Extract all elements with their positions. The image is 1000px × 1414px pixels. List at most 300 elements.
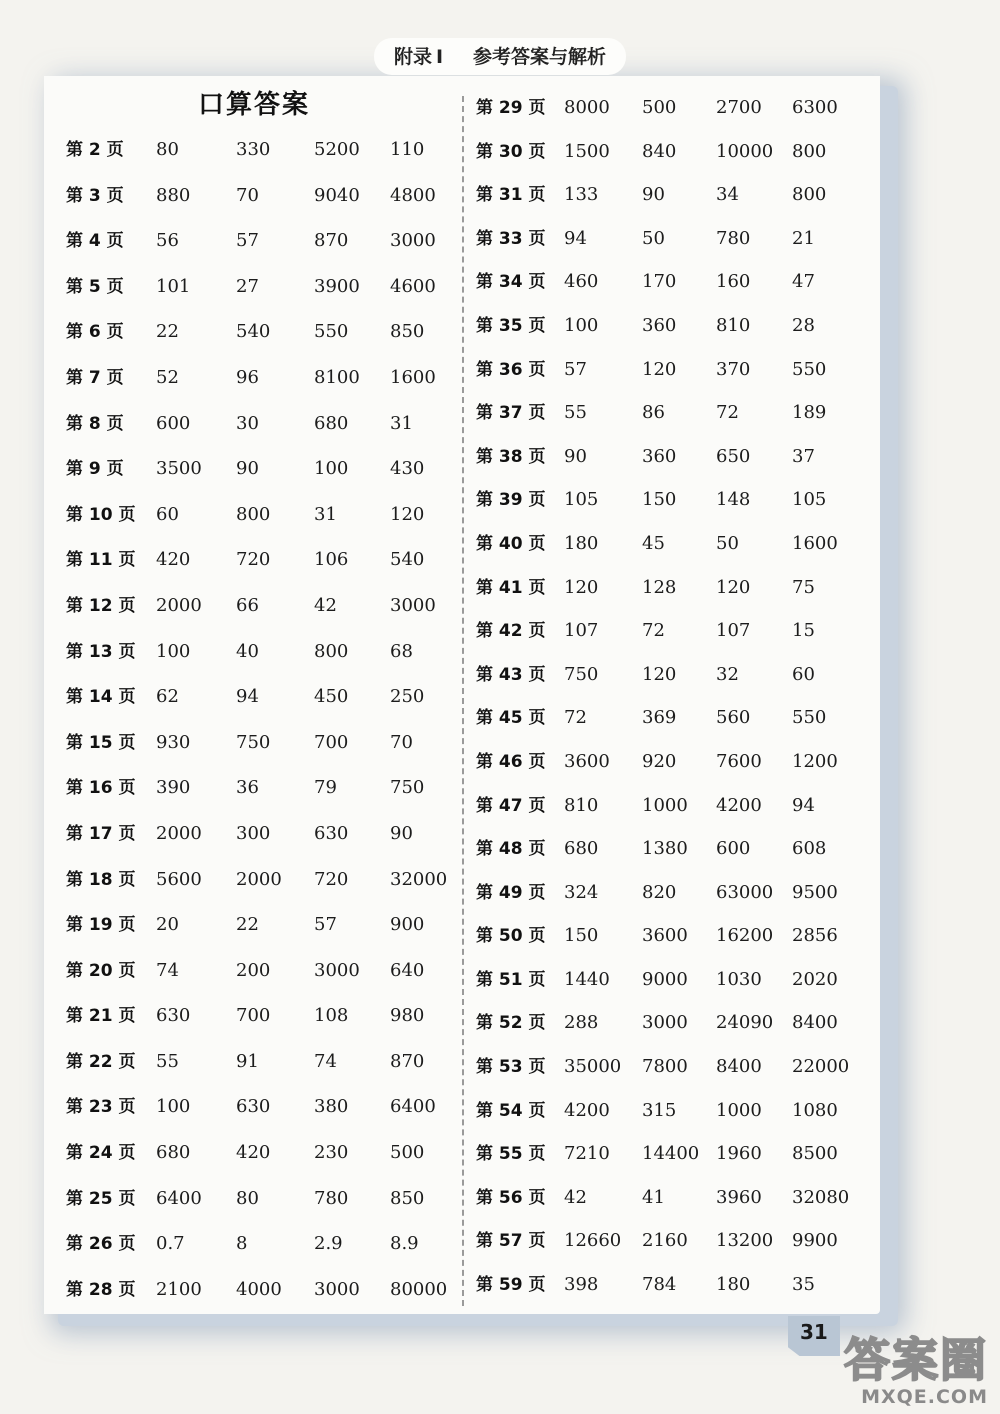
answer-value: 2020 bbox=[792, 968, 838, 990]
page-label: 第 8 页 bbox=[66, 413, 124, 434]
answer-value: 8400 bbox=[792, 1012, 838, 1034]
answer-value: 8500 bbox=[792, 1143, 838, 1165]
answer-value: 30 bbox=[236, 412, 259, 434]
answer-value: 57 bbox=[314, 914, 337, 936]
answer-value: 15 bbox=[792, 620, 815, 642]
answer-row bbox=[66, 1040, 466, 1086]
answer-value: 2700 bbox=[716, 97, 762, 118]
answer-value: 100 bbox=[314, 458, 349, 480]
section-title: 口算答案 bbox=[198, 90, 311, 120]
answer-value: 800 bbox=[236, 503, 271, 525]
answer-value: 1440 bbox=[564, 968, 610, 990]
page-label: 第 28 页 bbox=[66, 1279, 136, 1300]
answer-value: 74 bbox=[156, 959, 179, 981]
answer-value: 1030 bbox=[716, 968, 762, 990]
answer-value: 14400 bbox=[642, 1143, 700, 1165]
answer-row bbox=[476, 827, 876, 871]
answer-value: 55 bbox=[156, 1050, 179, 1072]
answer-value: 10000 bbox=[716, 140, 774, 162]
answer-value: 900 bbox=[390, 914, 425, 936]
answer-row bbox=[476, 609, 876, 653]
answer-value: 3900 bbox=[314, 275, 360, 297]
answer-value: 250 bbox=[390, 686, 425, 708]
answer-value: 920 bbox=[642, 750, 677, 772]
answer-value: 80 bbox=[236, 1187, 259, 1209]
answer-value: 2160 bbox=[642, 1230, 688, 1252]
page-label: 第 23 页 bbox=[66, 1097, 136, 1118]
answer-row bbox=[66, 903, 466, 949]
answer-value: 380 bbox=[314, 1096, 349, 1118]
page-label: 第 10 页 bbox=[66, 504, 136, 525]
answer-value: 27 bbox=[236, 275, 259, 297]
answer-row bbox=[476, 391, 876, 435]
answer-value: 3960 bbox=[716, 1186, 762, 1208]
answer-row bbox=[476, 958, 876, 1002]
answer-row bbox=[66, 994, 466, 1040]
page-label: 第 18 页 bbox=[66, 869, 136, 890]
header-roman: Ⅰ bbox=[435, 46, 444, 68]
answer-row bbox=[476, 871, 876, 915]
answer-row bbox=[66, 675, 466, 721]
answer-value: 55 bbox=[564, 402, 587, 424]
answer-value: 35 bbox=[792, 1274, 815, 1296]
answer-row bbox=[66, 584, 466, 630]
page-label: 第 56 页 bbox=[476, 1187, 546, 1208]
answer-value: 369 bbox=[642, 707, 677, 729]
answer-row bbox=[476, 1176, 876, 1220]
answer-row bbox=[476, 435, 876, 479]
answer-value: 94 bbox=[236, 686, 259, 708]
answer-row bbox=[476, 217, 876, 261]
answer-value: 120 bbox=[642, 663, 677, 685]
answer-value: 1600 bbox=[390, 366, 436, 388]
page-label: 第 53 页 bbox=[476, 1057, 546, 1078]
answer-value: 86 bbox=[642, 402, 665, 424]
answer-value: 600 bbox=[156, 412, 191, 434]
answer-value: 150 bbox=[642, 489, 677, 511]
answer-value: 4200 bbox=[564, 1099, 610, 1121]
answer-value: 630 bbox=[236, 1096, 271, 1118]
answer-value: 75 bbox=[792, 576, 815, 598]
answer-value: 80000 bbox=[390, 1278, 448, 1300]
page-label: 第 11 页 bbox=[66, 550, 136, 571]
answer-value: 37 bbox=[792, 445, 815, 467]
answer-value: 1500 bbox=[564, 140, 610, 162]
answer-value: 108 bbox=[314, 1005, 349, 1027]
answer-value: 0.7 bbox=[156, 1233, 185, 1255]
answer-value: 540 bbox=[236, 321, 271, 343]
answer-value: 96 bbox=[236, 366, 259, 388]
answer-value: 22 bbox=[236, 914, 259, 936]
answer-value: 3000 bbox=[642, 1012, 688, 1034]
answer-value: 750 bbox=[390, 777, 425, 799]
answer-row bbox=[66, 1222, 466, 1268]
answer-value: 72 bbox=[642, 620, 665, 642]
answer-value: 4000 bbox=[236, 1278, 282, 1300]
answer-value: 100 bbox=[156, 1096, 191, 1118]
answer-row bbox=[476, 260, 876, 304]
page-label: 第 54 页 bbox=[476, 1100, 546, 1121]
header-pill bbox=[374, 38, 626, 75]
answer-value: 800 bbox=[792, 140, 827, 162]
answer-value: 560 bbox=[716, 707, 751, 729]
answer-row bbox=[476, 1089, 876, 1133]
answer-value: 148 bbox=[716, 489, 751, 511]
answer-value: 105 bbox=[792, 489, 827, 511]
answer-row bbox=[66, 766, 466, 812]
answer-value: 94 bbox=[792, 794, 815, 816]
page-label: 第 52 页 bbox=[476, 1013, 546, 1034]
answer-value: 4200 bbox=[716, 794, 762, 816]
answer-value: 7210 bbox=[564, 1143, 610, 1165]
answer-value: 3600 bbox=[564, 750, 610, 772]
answer-value: 7800 bbox=[642, 1056, 688, 1078]
header-title: 参考答案与解析 bbox=[473, 46, 607, 68]
answer-row bbox=[476, 130, 876, 174]
answer-value: 430 bbox=[390, 458, 425, 480]
page-label: 第 48 页 bbox=[476, 839, 546, 860]
answer-value: 9040 bbox=[314, 184, 360, 206]
answer-value: 66 bbox=[236, 594, 259, 616]
header-appendix: 附录 bbox=[393, 46, 432, 68]
answer-value: 60 bbox=[156, 503, 179, 525]
page-label: 第 34 页 bbox=[476, 272, 546, 293]
answer-value: 1380 bbox=[642, 838, 688, 860]
answer-value: 100 bbox=[156, 640, 191, 662]
answer-value: 6400 bbox=[156, 1187, 202, 1209]
answer-row bbox=[476, 478, 876, 522]
answer-value: 6400 bbox=[390, 1096, 436, 1118]
answer-row bbox=[66, 356, 466, 402]
page-label: 第 40 页 bbox=[476, 533, 546, 554]
answer-value: 47 bbox=[792, 271, 815, 293]
answer-row bbox=[476, 348, 876, 392]
answer-value: 36 bbox=[236, 777, 259, 799]
page-label: 第 6 页 bbox=[66, 322, 124, 343]
answer-value: 1960 bbox=[716, 1143, 762, 1165]
watermark-url: MXQE.COM bbox=[861, 1386, 988, 1408]
answer-value: 800 bbox=[792, 184, 827, 206]
page-label: 第 29 页 bbox=[476, 98, 546, 118]
answer-value: 750 bbox=[564, 663, 599, 685]
page-label: 第 59 页 bbox=[476, 1275, 546, 1296]
answer-value: 106 bbox=[314, 549, 349, 571]
page-label: 第 36 页 bbox=[476, 359, 546, 380]
page-label: 第 25 页 bbox=[66, 1188, 136, 1209]
answer-value: 13200 bbox=[716, 1230, 774, 1252]
answer-value: 52 bbox=[156, 366, 179, 388]
answer-row bbox=[476, 522, 876, 566]
answer-row bbox=[66, 1085, 466, 1131]
answer-value: 680 bbox=[564, 838, 599, 860]
answer-value: 180 bbox=[564, 532, 599, 554]
page-label: 第 39 页 bbox=[476, 490, 546, 511]
answer-value: 120 bbox=[642, 358, 677, 380]
answer-value: 91 bbox=[236, 1050, 259, 1072]
answer-value: 35000 bbox=[564, 1056, 622, 1078]
page-label: 第 37 页 bbox=[476, 403, 546, 424]
answer-row bbox=[66, 812, 466, 858]
page-label: 第 4 页 bbox=[66, 231, 124, 252]
page-header bbox=[0, 38, 1000, 78]
answer-row bbox=[476, 86, 876, 130]
page-label: 第 26 页 bbox=[66, 1234, 136, 1255]
answer-value: 28 bbox=[792, 314, 815, 336]
page-label: 第 57 页 bbox=[476, 1231, 546, 1252]
answer-value: 107 bbox=[716, 620, 751, 642]
answer-value: 750 bbox=[236, 731, 271, 753]
answer-row bbox=[476, 740, 876, 784]
page-label: 第 42 页 bbox=[476, 621, 546, 642]
answer-value: 32000 bbox=[390, 868, 448, 890]
answer-value: 390 bbox=[156, 777, 191, 799]
answer-value: 500 bbox=[642, 97, 677, 118]
page-label: 第 2 页 bbox=[66, 140, 124, 160]
answer-value: 840 bbox=[642, 140, 677, 162]
answer-value: 3500 bbox=[156, 458, 202, 480]
answer-value: 3000 bbox=[390, 230, 436, 252]
answer-value: 680 bbox=[156, 1142, 191, 1164]
answer-value: 8 bbox=[236, 1233, 248, 1255]
answer-value: 2000 bbox=[156, 822, 202, 844]
answer-value: 820 bbox=[642, 881, 677, 903]
answer-row bbox=[66, 721, 466, 767]
answer-value: 315 bbox=[642, 1099, 677, 1121]
answer-row bbox=[66, 1268, 466, 1314]
answer-value: 650 bbox=[716, 445, 751, 467]
answer-value: 105 bbox=[564, 489, 599, 511]
answer-value: 90 bbox=[236, 458, 259, 480]
answer-value: 360 bbox=[642, 445, 677, 467]
answer-value: 550 bbox=[792, 358, 827, 380]
answer-value: 1000 bbox=[716, 1099, 762, 1121]
answer-row bbox=[476, 1219, 876, 1263]
answer-value: 5200 bbox=[314, 139, 360, 160]
answer-value: 8.9 bbox=[390, 1233, 419, 1255]
answer-row bbox=[476, 1132, 876, 1176]
answer-value: 40 bbox=[236, 640, 259, 662]
page-number: 31 bbox=[800, 1320, 828, 1344]
answer-value: 12660 bbox=[564, 1230, 622, 1252]
answer-value: 94 bbox=[564, 227, 587, 249]
answer-value: 398 bbox=[564, 1274, 599, 1296]
answer-value: 110 bbox=[390, 139, 425, 160]
answer-value: 450 bbox=[314, 686, 349, 708]
answer-value: 8100 bbox=[314, 366, 360, 388]
answer-row bbox=[476, 1045, 876, 1089]
answer-row bbox=[66, 402, 466, 448]
answer-value: 80 bbox=[156, 139, 179, 160]
answer-value: 50 bbox=[642, 227, 665, 249]
answer-value: 180 bbox=[716, 1274, 751, 1296]
page-label: 第 49 页 bbox=[476, 882, 546, 903]
answer-value: 300 bbox=[236, 822, 271, 844]
answer-value: 8400 bbox=[716, 1056, 762, 1078]
answer-value: 160 bbox=[716, 271, 751, 293]
answer-value: 150 bbox=[564, 925, 599, 947]
answer-value: 120 bbox=[564, 576, 599, 598]
answer-value: 107 bbox=[564, 620, 599, 642]
answer-value: 22 bbox=[156, 321, 179, 343]
page-label: 第 16 页 bbox=[66, 778, 136, 799]
answer-value: 9000 bbox=[642, 968, 688, 990]
answer-value: 79 bbox=[314, 777, 337, 799]
answer-value: 200 bbox=[236, 959, 271, 981]
page-label: 第 5 页 bbox=[66, 276, 124, 297]
answer-value: 45 bbox=[642, 532, 665, 554]
answer-value: 550 bbox=[792, 707, 827, 729]
answer-value: 1000 bbox=[642, 794, 688, 816]
answer-value: 74 bbox=[314, 1050, 337, 1072]
answer-value: 120 bbox=[390, 503, 425, 525]
answer-value: 540 bbox=[390, 549, 425, 571]
answer-value: 600 bbox=[716, 838, 751, 860]
answer-value: 31 bbox=[390, 412, 413, 434]
answer-value: 9500 bbox=[792, 881, 838, 903]
answer-value: 930 bbox=[156, 731, 191, 753]
page-label: 第 41 页 bbox=[476, 577, 546, 598]
answer-value: 3000 bbox=[390, 594, 436, 616]
page-label: 第 31 页 bbox=[476, 185, 546, 206]
answer-value: 630 bbox=[156, 1005, 191, 1027]
answer-row bbox=[66, 128, 466, 174]
answer-value: 370 bbox=[716, 358, 751, 380]
answer-value: 4800 bbox=[390, 184, 436, 206]
answer-value: 101 bbox=[156, 275, 191, 297]
page-label: 第 46 页 bbox=[476, 751, 546, 772]
answer-row bbox=[476, 653, 876, 697]
answer-value: 90 bbox=[390, 822, 413, 844]
answer-value: 1200 bbox=[792, 750, 838, 772]
page-label: 第 20 页 bbox=[66, 960, 136, 981]
answer-row bbox=[66, 174, 466, 220]
watermark bbox=[844, 1334, 988, 1408]
page-label: 第 38 页 bbox=[476, 446, 546, 467]
page-label: 第 35 页 bbox=[476, 315, 546, 336]
answer-value: 57 bbox=[236, 230, 259, 252]
answer-value: 870 bbox=[314, 230, 349, 252]
answer-row bbox=[66, 447, 466, 493]
page-label: 第 47 页 bbox=[476, 795, 546, 816]
answer-row bbox=[66, 265, 466, 311]
page-label: 第 14 页 bbox=[66, 687, 136, 708]
answer-value: 70 bbox=[236, 184, 259, 206]
answer-value: 189 bbox=[792, 402, 827, 424]
answer-value: 420 bbox=[236, 1142, 271, 1164]
answer-value: 32080 bbox=[792, 1186, 850, 1208]
answer-value: 42 bbox=[314, 594, 337, 616]
answer-value: 3000 bbox=[314, 1278, 360, 1300]
left-answer-column bbox=[66, 128, 466, 1313]
answer-value: 2000 bbox=[236, 868, 282, 890]
answer-value: 100 bbox=[564, 314, 599, 336]
page-label: 第 24 页 bbox=[66, 1143, 136, 1164]
page-label: 第 50 页 bbox=[476, 926, 546, 947]
right-answer-column bbox=[476, 86, 876, 1307]
answer-row bbox=[66, 949, 466, 995]
answer-value: 6300 bbox=[792, 97, 838, 118]
watermark-logo: 答案圈 bbox=[844, 1333, 988, 1387]
answer-value: 72 bbox=[564, 707, 587, 729]
answer-value: 700 bbox=[314, 731, 349, 753]
answer-value: 324 bbox=[564, 881, 599, 903]
page-label: 第 17 页 bbox=[66, 823, 136, 844]
answer-value: 24090 bbox=[716, 1012, 774, 1034]
answer-value: 16200 bbox=[716, 925, 774, 947]
answer-value: 170 bbox=[642, 271, 677, 293]
answer-value: 810 bbox=[716, 314, 751, 336]
answer-row bbox=[66, 858, 466, 904]
answer-value: 1080 bbox=[792, 1099, 838, 1121]
answer-row bbox=[66, 1131, 466, 1177]
answer-value: 41 bbox=[642, 1186, 665, 1208]
answer-value: 133 bbox=[564, 184, 599, 206]
answer-value: 56 bbox=[156, 230, 179, 252]
answer-value: 500 bbox=[390, 1142, 425, 1164]
answer-value: 720 bbox=[236, 549, 271, 571]
page-label: 第 21 页 bbox=[66, 1006, 136, 1027]
answer-value: 34 bbox=[716, 184, 739, 206]
answer-value: 1600 bbox=[792, 532, 838, 554]
answer-value: 630 bbox=[314, 822, 349, 844]
answer-value: 880 bbox=[156, 184, 191, 206]
answer-value: 22000 bbox=[792, 1056, 850, 1078]
answer-value: 230 bbox=[314, 1142, 349, 1164]
answer-value: 4600 bbox=[390, 275, 436, 297]
page-label: 第 9 页 bbox=[66, 459, 124, 480]
answer-row bbox=[66, 1177, 466, 1223]
answer-row bbox=[66, 219, 466, 265]
answer-value: 608 bbox=[792, 838, 827, 860]
answer-value: 50 bbox=[716, 532, 739, 554]
answer-value: 32 bbox=[716, 663, 739, 685]
answer-value: 784 bbox=[642, 1274, 677, 1296]
answer-row bbox=[476, 1263, 876, 1307]
answer-value: 120 bbox=[716, 576, 751, 598]
answer-value: 550 bbox=[314, 321, 349, 343]
answer-value: 70 bbox=[390, 731, 413, 753]
page-label: 第 15 页 bbox=[66, 732, 136, 753]
answer-value: 20 bbox=[156, 914, 179, 936]
page-label: 第 19 页 bbox=[66, 915, 136, 936]
answer-value: 62 bbox=[156, 686, 179, 708]
answer-value: 3000 bbox=[314, 959, 360, 981]
answer-row bbox=[66, 630, 466, 676]
answer-value: 780 bbox=[716, 227, 751, 249]
answer-row bbox=[476, 1001, 876, 1045]
answer-value: 2856 bbox=[792, 925, 838, 947]
answer-value: 850 bbox=[390, 1187, 425, 1209]
answer-value: 128 bbox=[642, 576, 677, 598]
page-label: 第 33 页 bbox=[476, 228, 546, 249]
answer-row bbox=[476, 304, 876, 348]
answer-value: 68 bbox=[390, 640, 413, 662]
answer-value: 2100 bbox=[156, 1278, 202, 1300]
answer-value: 90 bbox=[564, 445, 587, 467]
page-label: 第 43 页 bbox=[476, 664, 546, 685]
page-label: 第 13 页 bbox=[66, 641, 136, 662]
answer-value: 72 bbox=[716, 402, 739, 424]
answer-value: 870 bbox=[390, 1050, 425, 1072]
answer-row bbox=[476, 914, 876, 958]
answer-row bbox=[476, 173, 876, 217]
answer-value: 330 bbox=[236, 139, 271, 160]
answer-value: 90 bbox=[642, 184, 665, 206]
answer-value: 42 bbox=[564, 1186, 587, 1208]
answer-row bbox=[66, 538, 466, 584]
answer-value: 31 bbox=[314, 503, 337, 525]
answer-value: 9900 bbox=[792, 1230, 838, 1252]
